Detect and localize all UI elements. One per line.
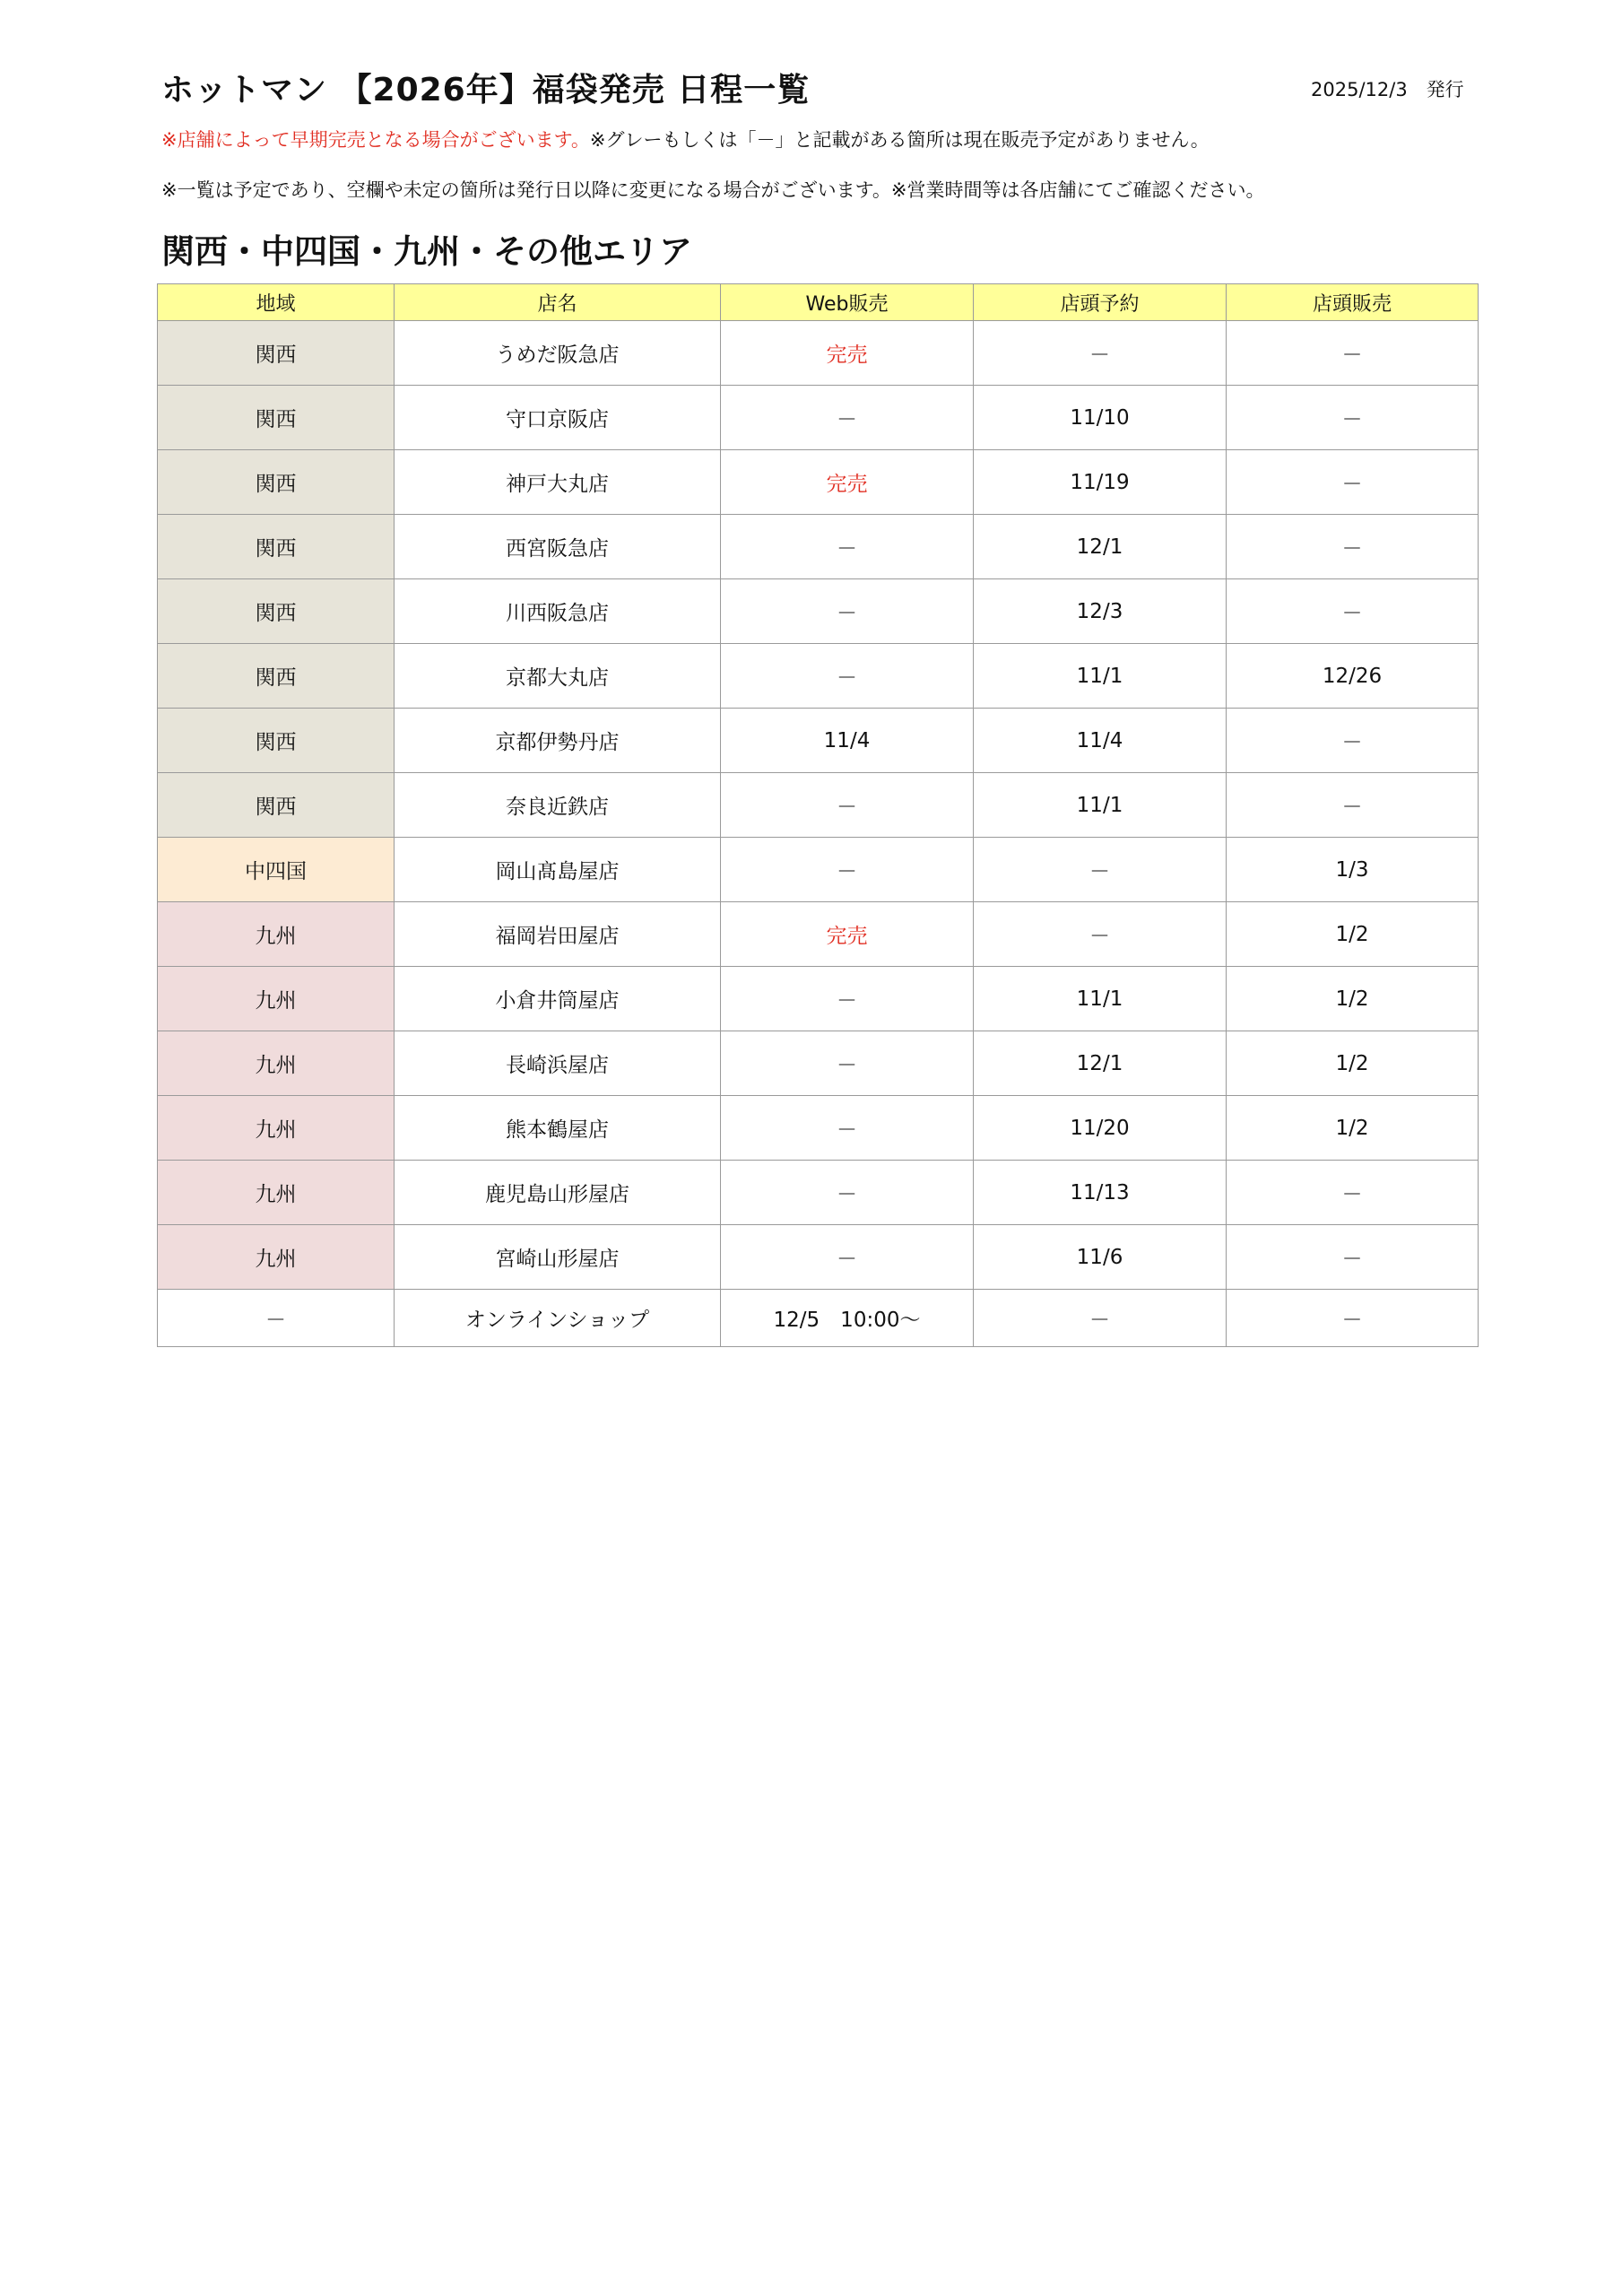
table-row	[158, 967, 1479, 1031]
store-sale-cell: －	[1227, 709, 1479, 773]
store-cell: 熊本鶴屋店	[395, 1096, 721, 1161]
region-cell: 九州	[158, 1096, 395, 1161]
reservation-cell: 11/10	[974, 386, 1227, 450]
reservation-cell: 12/1	[974, 515, 1227, 579]
store-sale-cell: －	[1227, 386, 1479, 450]
table-row	[158, 1096, 1479, 1161]
web-sale-cell: －	[721, 1161, 974, 1225]
reservation-cell: 11/6	[974, 1225, 1227, 1290]
region-cell: 関西	[158, 579, 395, 644]
store-cell: 川西阪急店	[395, 579, 721, 644]
store-sale-cell: －	[1227, 1225, 1479, 1290]
header-web-sale: Web販売	[721, 284, 974, 321]
web-sale-cell: －	[721, 1031, 974, 1096]
store-cell: 守口京阪店	[395, 386, 721, 450]
reservation-cell: 11/1	[974, 644, 1227, 709]
store-sale-cell: 12/26	[1227, 644, 1479, 709]
web-sale-cell: 完売	[721, 450, 974, 515]
store-sale-cell: 1/2	[1227, 967, 1479, 1031]
store-cell: うめだ阪急店	[395, 321, 721, 386]
table-header-row	[158, 284, 1479, 321]
store-sale-cell: －	[1227, 1161, 1479, 1225]
reservation-cell: 11/20	[974, 1096, 1227, 1161]
region-cell: 中四国	[158, 838, 395, 902]
web-sale-cell: －	[721, 579, 974, 644]
region-cell: 九州	[158, 1031, 395, 1096]
region-cell: 九州	[158, 1161, 395, 1225]
web-sale-cell: －	[721, 644, 974, 709]
web-sale-cell: 12/5 10:00～	[721, 1290, 974, 1347]
table-row	[158, 773, 1479, 838]
region-cell: 九州	[158, 902, 395, 967]
region-cell: 九州	[158, 967, 395, 1031]
header-region: 地域	[158, 284, 395, 321]
store-cell: 小倉井筒屋店	[395, 967, 721, 1031]
region-cell: 関西	[158, 450, 395, 515]
web-sale-cell: －	[721, 1225, 974, 1290]
schedule-table	[157, 283, 1479, 1347]
issue-date: 2025/12/3 発行	[1311, 79, 1464, 100]
region-cell: 関西	[158, 386, 395, 450]
store-sale-cell: －	[1227, 515, 1479, 579]
store-cell: 京都大丸店	[395, 644, 721, 709]
store-sale-cell: －	[1227, 450, 1479, 515]
region-cell: 関西	[158, 773, 395, 838]
web-sale-cell: －	[721, 838, 974, 902]
store-cell: 京都伊勢丹店	[395, 709, 721, 773]
reservation-cell: 12/1	[974, 1031, 1227, 1096]
web-sale-cell: 完売	[721, 902, 974, 967]
web-sale-cell: 11/4	[721, 709, 974, 773]
table-row	[158, 321, 1479, 386]
header-store-sale: 店頭販売	[1227, 284, 1479, 321]
reservation-cell: 11/1	[974, 773, 1227, 838]
store-cell: 西宮阪急店	[395, 515, 721, 579]
region-cell: 関西	[158, 515, 395, 579]
store-cell: 福岡岩田屋店	[395, 902, 721, 967]
store-sale-cell: 1/2	[1227, 902, 1479, 967]
table-row	[158, 386, 1479, 450]
store-cell: 鹿児島山形屋店	[395, 1161, 721, 1225]
reservation-cell: 11/19	[974, 450, 1227, 515]
store-sale-cell: 1/2	[1227, 1096, 1479, 1161]
section-title: 関西・中四国・九州・その他エリア	[161, 232, 692, 271]
web-sale-cell: －	[721, 967, 974, 1031]
table-row	[158, 1031, 1479, 1096]
store-sale-cell: 1/2	[1227, 1031, 1479, 1096]
web-sale-cell: －	[721, 386, 974, 450]
reservation-cell: －	[974, 838, 1227, 902]
store-cell: オンラインショップ	[395, 1290, 721, 1347]
header-store-reservation: 店頭予約	[974, 284, 1227, 321]
store-sale-cell: 1/3	[1227, 838, 1479, 902]
store-sale-cell: －	[1227, 1290, 1479, 1347]
table-row	[158, 1290, 1479, 1347]
region-cell: 関西	[158, 321, 395, 386]
reservation-cell: 11/4	[974, 709, 1227, 773]
table-row	[158, 450, 1479, 515]
store-sale-cell: －	[1227, 321, 1479, 386]
region-cell: 関西	[158, 644, 395, 709]
store-sale-cell: －	[1227, 773, 1479, 838]
notice-line-1	[161, 126, 1210, 152]
table-row	[158, 838, 1479, 902]
page-title: ホットマン 【2026年】福袋発売 日程一覧	[161, 72, 811, 109]
table-row	[158, 1225, 1479, 1290]
table-row	[158, 709, 1479, 773]
table-row	[158, 902, 1479, 967]
store-sale-cell: －	[1227, 579, 1479, 644]
table-row	[158, 644, 1479, 709]
reservation-cell: 11/13	[974, 1161, 1227, 1225]
store-cell: 宮崎山形屋店	[395, 1225, 721, 1290]
web-sale-cell: －	[721, 1096, 974, 1161]
reservation-cell: 11/1	[974, 967, 1227, 1031]
region-cell: 九州	[158, 1225, 395, 1290]
reservation-cell: －	[974, 1290, 1227, 1347]
notice-early-sellout: ※店舗によって早期完売となる場合がございます。	[161, 129, 590, 151]
store-cell: 奈良近鉄店	[395, 773, 721, 838]
web-sale-cell: －	[721, 515, 974, 579]
table-row	[158, 579, 1479, 644]
region-cell: －	[158, 1290, 395, 1347]
reservation-cell: －	[974, 321, 1227, 386]
notice-no-sale: ※グレーもしくは「－」と記載がある箇所は現在販売予定がありません。	[589, 129, 1210, 151]
store-cell: 岡山髙島屋店	[395, 838, 721, 902]
store-cell: 神戸大丸店	[395, 450, 721, 515]
header-store: 店名	[395, 284, 721, 321]
web-sale-cell: 完売	[721, 321, 974, 386]
store-cell: 長崎浜屋店	[395, 1031, 721, 1096]
notice-line-2: ※一覧は予定であり、空欄や未定の箇所は発行日以降に変更になる場合がございます。※営業時間等は各店舗にてご確認ください。	[161, 179, 1265, 201]
reservation-cell: －	[974, 902, 1227, 967]
reservation-cell: 12/3	[974, 579, 1227, 644]
region-cell: 関西	[158, 709, 395, 773]
web-sale-cell: －	[721, 773, 974, 838]
table-row	[158, 1161, 1479, 1225]
table-row	[158, 515, 1479, 579]
